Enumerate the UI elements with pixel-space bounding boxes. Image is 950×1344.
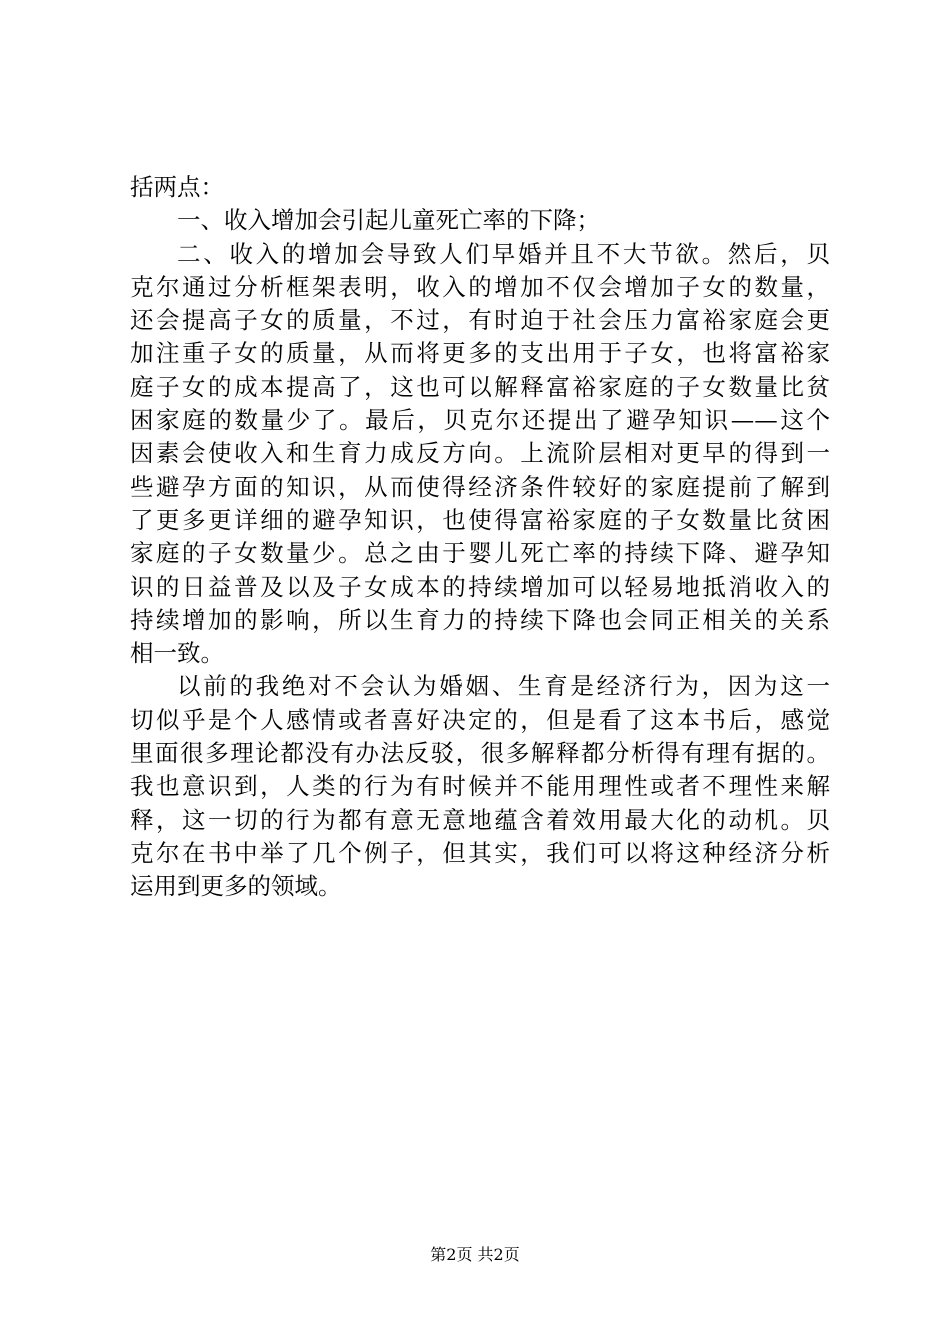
text-line: 困家庭的数量少了。最后，贝克尔还提出了避孕知识——这个	[130, 406, 830, 435]
text-line: 克尔在书中举了几个例子，但其实，我们可以将这种经济分析	[130, 838, 830, 867]
page-footer: 第2页 共2页	[430, 1245, 520, 1264]
text-line: 释，这一切的行为都有意无意地蕴含着效用最大化的动机。贝	[130, 805, 830, 834]
text-line: 些避孕方面的知识，从而使得经济条件较好的家庭提前了解到	[130, 472, 830, 501]
text-line: 持续增加的影响，所以生育力的持续下降也会同正相关的关系	[130, 605, 830, 634]
paragraph-first-line: 以前的我绝对不会认为婚姻、生育是经济行为，因为这一	[177, 672, 830, 701]
text-line: 还会提高子女的质量，不过，有时迫于社会压力富裕家庭会更	[130, 306, 830, 335]
text-line: 运用到更多的领域。	[130, 872, 342, 901]
list-item-line: 二、收入的增加会导致人们早婚并且不大节欲。然后，贝	[177, 239, 830, 268]
text-line: 切似乎是个人感情或者喜好决定的，但是看了这本书后，感觉	[130, 705, 830, 734]
text-line: 括两点：	[130, 173, 224, 201]
text-line: 里面很多理论都没有办法反驳，很多解释都分析得有理有据的。	[130, 739, 830, 768]
text-line: 庭子女的成本提高了，这也可以解释富裕家庭的子女数量比贫	[130, 372, 830, 401]
text-line: 家庭的子女数量少。总之由于婴儿死亡率的持续下降、避孕知	[130, 539, 830, 568]
text-line: 了更多更详细的避孕知识，也使得富裕家庭的子女数量比贫困	[130, 505, 830, 534]
text-line: 相一致。	[130, 639, 224, 668]
text-line: 加注重子女的质量，从而将更多的支出用于子女，也将富裕家	[130, 339, 830, 368]
body-text	[130, 171, 830, 904]
text-line: 我也意识到，人类的行为有时候并不能用理性或者不理性来解	[130, 772, 830, 801]
text-line: 因素会使收入和生育力成反方向。上流阶层相对更早的得到一	[130, 439, 830, 468]
text-line: 克尔通过分析框架表明，收入的增加不仅会增加子女的数量，	[130, 272, 830, 301]
text-line: 识的日益普及以及子女成本的持续增加可以轻易地抵消收入的	[130, 572, 830, 601]
list-item-line: 一、收入增加会引起儿童死亡率的下降；	[177, 206, 600, 235]
